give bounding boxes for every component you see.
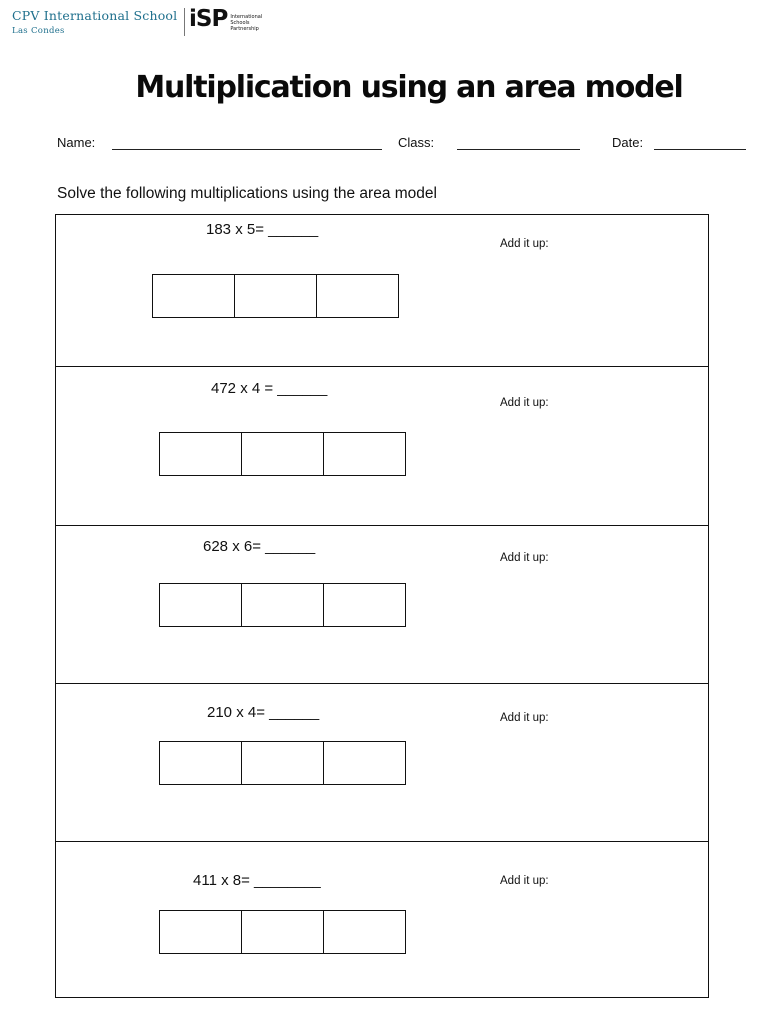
problem-expression: 628 x 6= ______	[203, 538, 316, 555]
area-model-grid[interactable]	[159, 741, 406, 785]
add-it-up-label: Add it up:	[500, 397, 549, 409]
instruction-text: Solve the following multiplications using the area model	[57, 185, 437, 202]
problem-row	[56, 684, 708, 842]
name-field[interactable]	[112, 149, 382, 150]
class-field[interactable]	[457, 149, 580, 150]
area-cell[interactable]	[242, 742, 324, 784]
area-cell[interactable]	[160, 742, 242, 784]
page-title: Multiplication using an area model	[135, 70, 683, 105]
add-it-up-label: Add it up:	[500, 238, 549, 250]
school-location: Las Condes	[12, 26, 65, 36]
class-label: Class:	[398, 135, 435, 150]
logo-divider	[184, 8, 185, 36]
area-model-grid[interactable]	[152, 274, 399, 318]
problem-expression: 210 x 4= ______	[207, 704, 320, 721]
area-cell[interactable]	[242, 584, 324, 626]
problem-expression: 183 x 5= ______	[206, 221, 319, 238]
area-cell[interactable]	[324, 742, 405, 784]
area-cell[interactable]	[324, 584, 405, 626]
date-label: Date:	[612, 135, 644, 150]
date-field[interactable]	[654, 149, 746, 150]
problem-expression: 472 x 4 = ______	[211, 380, 328, 397]
name-label: Name:	[57, 135, 96, 150]
area-cell[interactable]	[153, 275, 235, 317]
area-cell[interactable]	[235, 275, 317, 317]
add-it-up-label: Add it up:	[500, 875, 549, 887]
area-cell[interactable]	[242, 433, 324, 475]
isp-logo-text: International Schools Partnership	[230, 14, 263, 32]
isp-logo	[189, 6, 262, 32]
problem-row	[56, 367, 708, 526]
problem-row	[56, 842, 708, 999]
area-cell[interactable]	[160, 433, 242, 475]
school-name: CPV International School	[12, 8, 178, 23]
add-it-up-label: Add it up:	[500, 552, 549, 564]
problem-expression: 411 x 8= ________	[193, 872, 321, 889]
add-it-up-label: Add it up:	[500, 712, 549, 724]
area-model-grid[interactable]	[159, 583, 406, 627]
problem-row	[56, 215, 708, 367]
problem-row	[56, 526, 708, 684]
problems-box	[55, 214, 709, 998]
area-cell[interactable]	[160, 584, 242, 626]
area-cell[interactable]	[317, 275, 398, 317]
area-cell[interactable]	[160, 911, 242, 953]
area-cell[interactable]	[242, 911, 324, 953]
isp-logo-mark: iSP	[189, 6, 228, 32]
area-model-grid[interactable]	[159, 432, 406, 476]
area-cell[interactable]	[324, 911, 405, 953]
area-cell[interactable]	[324, 433, 405, 475]
school-logo	[12, 8, 177, 36]
area-model-grid[interactable]	[159, 910, 406, 954]
